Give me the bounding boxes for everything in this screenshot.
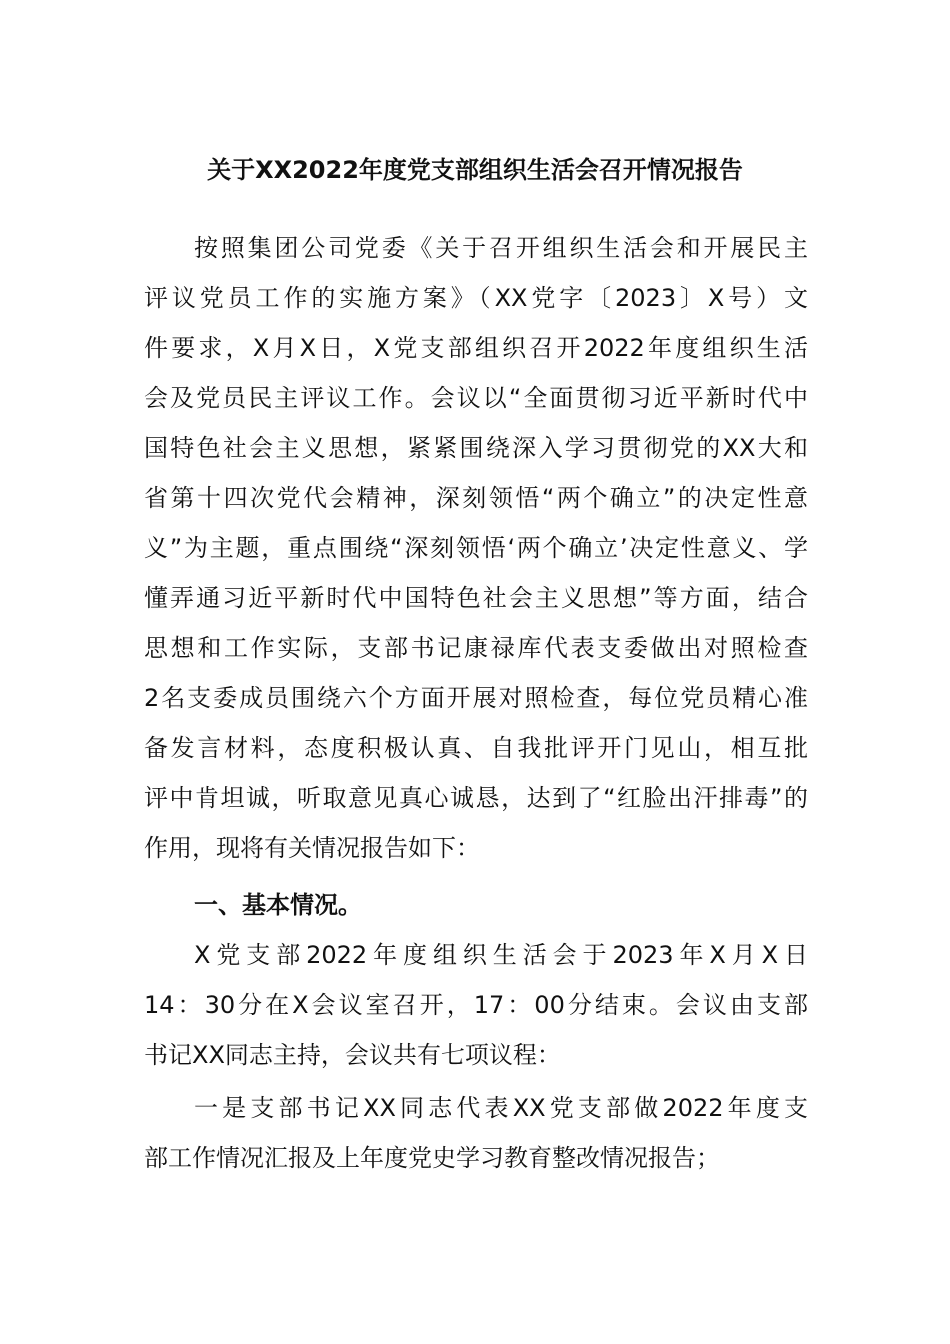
paragraph-line: 义”为主题，重点围绕“深刻领悟‘两个确立’决定性意义、学 [144, 534, 808, 562]
paragraph-line: 部工作情况汇报及上年度党史学习教育整改情况报告； [144, 1144, 720, 1172]
paragraph-line: X党支部2022年度组织生活会于2023年X月X日 [194, 941, 808, 969]
paragraph-line: 思想和工作实际，支部书记康禄库代表支委做出对照检查 [144, 634, 808, 662]
paragraph-line: 一是支部书记XX同志代表XX党支部做2022年度支 [194, 1094, 808, 1122]
paragraph-line: 14：30分在X会议室召开，17：00分结束。会议由支部 [144, 991, 808, 1019]
paragraph-line: 按照集团公司党委《关于召开组织生活会和开展民主 [194, 234, 808, 262]
paragraph-line: 国特色社会主义思想，紧紧围绕深入学习贯彻党的XX大和 [144, 434, 808, 462]
document-title: 关于XX2022年度党支部组织生活会召开情况报告 [207, 156, 743, 184]
paragraph-line: 2名支委成员围绕六个方面开展对照检查，每位党员精心准 [144, 684, 808, 712]
paragraph-line: 件要求，X月X日，X党支部组织召开2022年度组织生活 [144, 334, 808, 362]
paragraph-line: 评议党员工作的实施方案》（XX党字〔2023〕X号）文 [144, 284, 808, 312]
paragraph-line: 备发言材料，态度积极认真、自我批评开门见山，相互批 [144, 734, 808, 762]
paragraph-line: 作用，现将有关情况报告如下： [144, 834, 480, 862]
paragraph-line: 省第十四次党代会精神，深刻领悟“两个确立”的决定性意 [144, 484, 808, 512]
paragraph-line: 评中肯坦诚，听取意见真心诚恳，达到了“红脸出汗排毒”的 [144, 784, 808, 812]
section-heading: 一、基本情况。 [194, 891, 362, 919]
paragraph-line: 书记XX同志主持，会议共有七项议程： [144, 1041, 561, 1069]
paragraph-line: 会及党员民主评议工作。会议以“全面贯彻习近平新时代中 [144, 384, 808, 412]
paragraph-line: 懂弄通习近平新时代中国特色社会主义思想”等方面，结合 [144, 584, 808, 612]
